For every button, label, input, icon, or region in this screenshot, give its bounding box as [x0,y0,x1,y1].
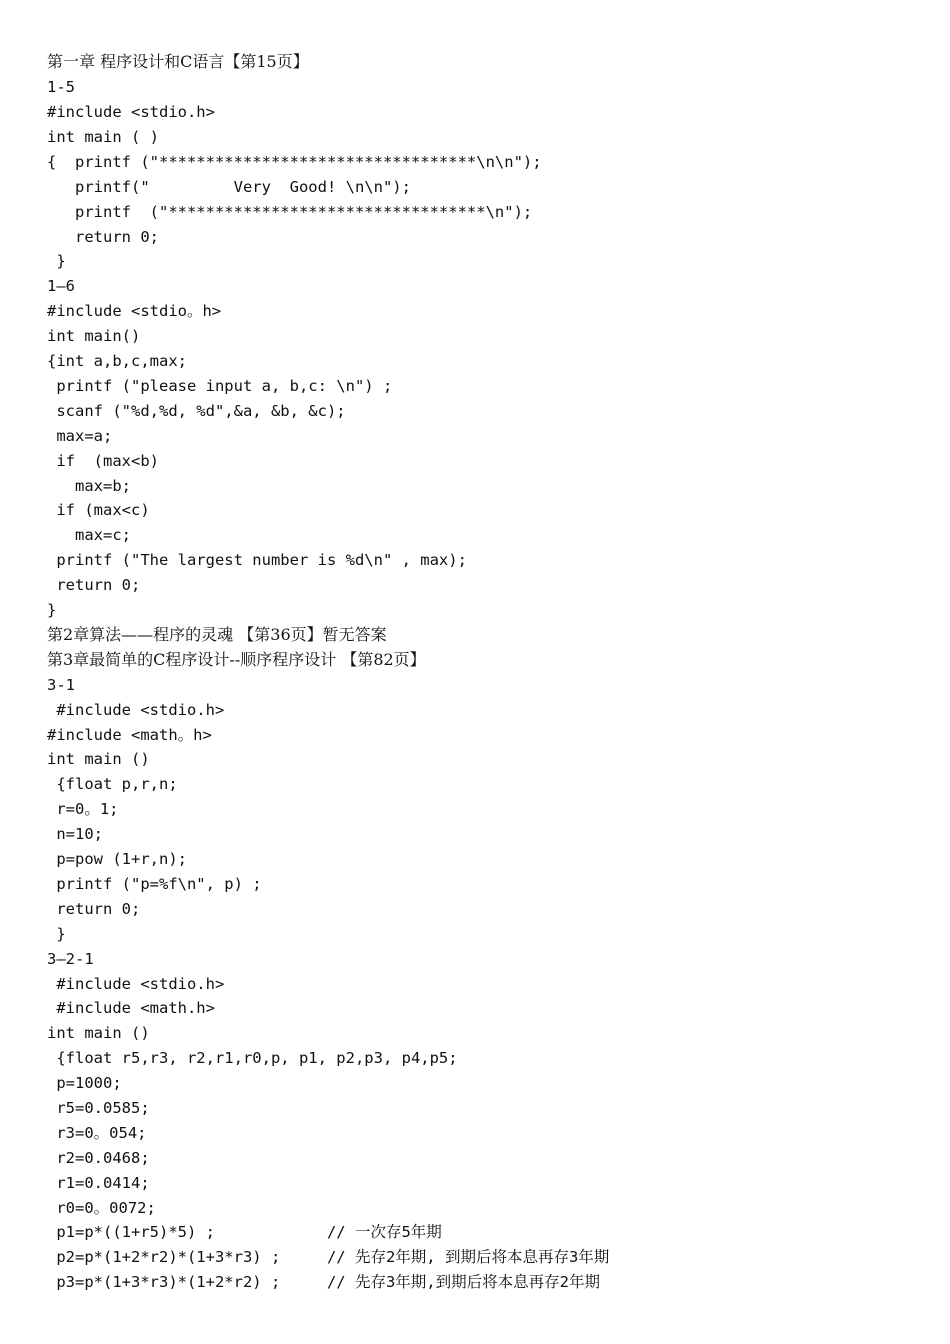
code-line: p3=p*(1+3*r3)*(1+2*r2) ; // 先存3年期,到期后将本息再存2年期 [47,1273,600,1291]
exercise-label: 3-1 [47,676,75,694]
code-line: #include <stdio。h> [47,302,222,320]
code-line: { printf ("**********************************\n\n"); [47,153,542,171]
code-line: return 0; [47,576,141,594]
code-line: int main ( ) [47,128,159,146]
exercise-label: 1-5 [47,78,75,96]
code-line: r=0。1; [47,800,119,818]
code-line: {float p,r,n; [47,775,178,793]
code-line: int main () [47,750,150,768]
code-line: } [47,925,66,943]
code-line: r2=0.0468; [47,1149,150,1167]
code-line: {float r5,r3, r2,r1,r0,p, p1, p2,p3, p4,p5; [47,1049,458,1067]
code-line: #include <stdio.h> [47,975,225,993]
code-line: p2=p*(1+2*r2)*(1+3*r3) ; // 先存2年期, 到期后将本息再存3年期 [47,1248,610,1266]
code-line: max=b; [47,477,131,495]
exercise-label: 1—6 [47,277,75,295]
code-line: } [47,252,66,270]
code-line: p=1000; [47,1074,122,1092]
code-line: } [47,601,57,619]
code-line: scanf ("%d,%d, %d",&a, &b, &c); [47,402,346,420]
code-line: max=c; [47,526,131,544]
code-line: printf(" Very Good! \n\n"); [47,178,411,196]
code-line: printf ("**********************************\n"); [47,203,533,221]
chapter-3-heading: 第3章最简单的C程序设计--顺序程序设计 【第82页】 [47,650,426,669]
exercise-label: 3—2-1 [47,950,94,968]
code-line: #include <math。h> [47,726,212,744]
code-line: if (max<c) [47,501,150,519]
code-line: r3=0。054; [47,1124,147,1142]
code-line: return 0; [47,900,141,918]
code-line: max=a; [47,427,113,445]
code-line: int main() [47,327,141,345]
code-line: return 0; [47,228,159,246]
code-line: int main () [47,1024,150,1042]
code-line: #include <math.h> [47,999,215,1017]
code-line: printf ("p=%f\n", p) ; [47,875,262,893]
code-line: printf ("The largest number is %d\n" , max); [47,551,467,569]
code-line: #include <stdio.h> [47,103,215,121]
code-line: p=pow (1+r,n); [47,850,187,868]
code-line: r5=0.0585; [47,1099,150,1117]
code-line: printf ("please input a, b,c: \n") ; [47,377,393,395]
code-line: r1=0.0414; [47,1174,150,1192]
code-line: #include <stdio.h> [47,701,225,719]
code-line: p1=p*((1+r5)*5) ; // 一次存5年期 [47,1223,442,1241]
chapter-1-heading: 第一章 程序设计和C语言【第15页】 [47,52,309,71]
code-line: n=10; [47,825,103,843]
chapter-2-heading: 第2章算法——程序的灵魂 【第36页】暂无答案 [47,625,387,644]
code-line: if (max<b) [47,452,159,470]
code-line: {int a,b,c,max; [47,352,187,370]
code-line: r0=0。0072; [47,1199,156,1217]
